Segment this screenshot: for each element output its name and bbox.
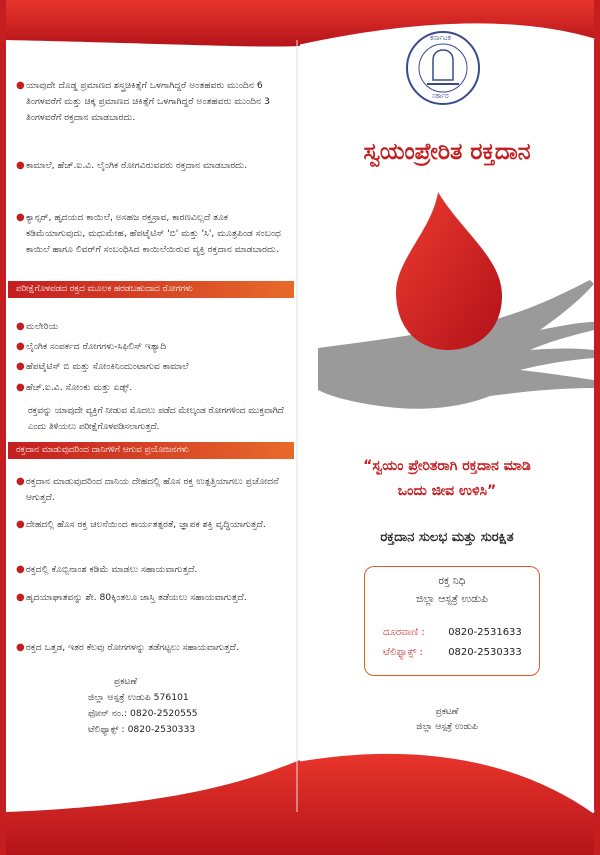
fax-label: ಟೆಲಿಫ್ಯಾಕ್ಸ್ : xyxy=(383,647,423,658)
phone-number: 0820-2531633 xyxy=(448,627,522,638)
paragraph-cancer: ● ಕ್ಯಾನ್ಸರ್, ಹೃದಯದ ಕಾಯಿಲೆ, ಅಸಹಜ ರಕ್ತಸ್ರಾವ, ಕಾರಣವಿಲ್ಲದೆ ತೂಕ ಕಡಿಮೆಯಾಗುವುದು, ಮಧುಮೇಹ, ಹೆಪಟೈಟಿಸ್ 'ಬಿ' ಮತ್ತು 'ಸಿ', ಮೂತ್ರಪಿಂಡ ಸಂಬಂಧ ಕಾಯಿಲೆ ಹಾಗೂ ಲಿವರ್‌ಗೆ ಸಂಬಂಧಿಸಿದ ಕಾಯಿಲೆಯಿರುವ ವ್ಯಕ್ತಿ ರಕ್ತದಾನ ಮಾಡಬಾರದು. xyxy=(16,212,281,255)
publisher-fax: ಟೆಲಿಫ್ಯಾಕ್ಸ್ : 0820-2530333 xyxy=(88,724,196,735)
benefit-item: ● ರಕ್ತದ ಒತ್ತಡ, ಇತರ ಕೆಲವು ರೋಗಗಳನ್ನು ತಡೆಗಟ್ಟಲು ಸಹಾಯವಾಗುತ್ತದೆ. xyxy=(16,642,239,653)
page-title: ಸ್ವಯಂಪ್ರೇರಿತ ರಕ್ತದಾನ xyxy=(363,139,531,165)
phone-label: ದೂರವಾಣಿ : xyxy=(383,627,425,638)
right-publisher-label: ಪ್ರಕಟಣೆ xyxy=(435,707,459,717)
disease-item: ● ಲೈಂಗಿಕ ಸಂಪರ್ಕದ ರೋಗಗಳು-ಸಿಫಿಲಿಸ್ ಇತ್ಯಾದಿ xyxy=(16,341,167,352)
publisher-phone: ಫೋನ್ ನಂ.: 0820-2520555 xyxy=(88,708,198,719)
blood-bank-name: ರಕ್ತ ನಿಧಿ xyxy=(438,575,466,587)
banner-donor-benefits: ರಕ್ತದಾನ ಮಾಡುವುದರಿಂದ ದಾನಿಗಳಿಗೆ ಆಗುವ ಪ್ರಯೋಜನಗಳು xyxy=(8,442,294,459)
disease-item: ● ಹೆಚ್.ಐ.ವಿ. ಸೋಂಕು ಮತ್ತು ಏಡ್ಸ್. xyxy=(16,382,133,393)
banner-transmissible-diseases: ಪರೀಕ್ಷೆಗೊಳಪಡದ ರಕ್ತದ ಮೂಲಕ ಹರಡಬಹುದಾದ ರೋಗಗಳು xyxy=(8,281,294,298)
fax-row xyxy=(383,647,522,658)
benefit-item: ● ರಕ್ತದಾನ ಮಾಡುವುದರಿಂದ ದಾನಿಯ ದೇಹದಲ್ಲಿ ಹೊಸ ರಕ್ತ ಉತ್ಪತ್ತಿಯಾಗಲು ಪ್ರಚೋದನೆ ಆಗುತ್ತದೆ. xyxy=(16,476,279,503)
benefit-item: ● ರಕ್ತದಲ್ಲಿ ಕೊಬ್ಬಿನಾಂಶ ಕಡಿಮೆ ಮಾಡಲು ಸಹಾಯವಾಗುತ್ತದೆ. xyxy=(16,564,198,575)
paragraph-jaundice: ● ಕಾಮಾಲೆ, ಹೆಚ್.ಐ.ವಿ. ಲೈಂಗಿಕ ರೋಗವಿರುವವರು ರಕ್ತದಾನ ಮಾಡಬಾರದು. xyxy=(16,160,247,171)
benefit-item: ● ದೇಹದಲ್ಲಿ ಹೊಸ ರಕ್ತ ಚಲನೆಯಿಂದ ಕಾರ್ಯತತ್ಪರತೆ, ಜ್ಞಾಪಕ ಶಕ್ತಿ ವೃದ್ಧಿಯಾಗುತ್ತದೆ. xyxy=(16,519,266,530)
right-publisher-name: ಜಿಲ್ಲಾ ಆಸ್ಪತ್ರೆ ಉಡುಪಿ xyxy=(416,722,478,732)
disease-item: ● ಹೆಪಟೈಟಿಸ್ ಬಿ ಮತ್ತು ಸೋಂಕಿನಿಂದುಂಟಾಗುವ ಕಾಮಾಲೆ xyxy=(16,361,189,372)
quote-line-1: “ಸ್ವಯಂ ಪ್ರೇರಿತರಾಗಿ ರಕ್ತದಾನ ಮಾಡಿ xyxy=(363,458,531,474)
phone-row xyxy=(383,627,522,638)
testing-note: ರಕ್ತವನ್ನು ಯಾವುದೇ ವ್ಯಕ್ತಿಗೆ ನೀಡುವ ಮೊದಲು ಪಡೆದ ಮೇಲ್ಕಂಡ ರೋಗಗಳಿಂದ ಮುಕ್ತವಾಗಿದೆ ಎಂದು ತಿಳಿಯಲು ಪರೀಕ್ಷೆಗೊಳಪಡಿಸಲಾಗುತ್ತದೆ. xyxy=(28,406,284,432)
quote-line-2: ಒಂದು ಜೀವ ಉಳಿಸಿ” xyxy=(397,483,497,499)
publisher-name: ಜಿಲ್ಲಾ ಆಸ್ಪತ್ರೆ ಉಡುಪಿ 576101 xyxy=(88,692,189,703)
emblem-bottom-text: ಸರ್ಕಾರ xyxy=(432,92,449,100)
publisher-label: ಪ್ರಕಟಣೆ xyxy=(114,676,138,687)
disease-item: ● ಮಲೇರಿಯ xyxy=(16,321,59,332)
benefit-item: ● ಹೃದಯಾಘಾತವನ್ನು ಶೇ. 80ಕ್ಕಿಂತಲೂ ಜಾಸ್ತಿ ತಡೆಯಲು ಸಹಾಯವಾಗುತ್ತದೆ. xyxy=(16,592,247,603)
right-panel xyxy=(300,0,594,855)
slogan-quote xyxy=(300,454,594,504)
left-panel xyxy=(8,40,294,810)
emblem-top-text: ಕರ್ನಾಟಕ xyxy=(430,34,451,42)
safe-statement: ರಕ್ತದಾನ ಸುಲಭ ಮತ್ತು ಸುರಕ್ಷಿತ xyxy=(380,530,514,545)
fax-number: 0820-2530333 xyxy=(448,647,522,658)
blood-bank-info-box xyxy=(364,566,540,676)
hospital-name: ಜಿಲ್ಲಾ ಆಸ್ಪತ್ರೆ ಉಡುಪಿ xyxy=(416,593,488,605)
paragraph-surgery: ● ಯಾವುದೇ ದೊಡ್ಡ ಪ್ರಮಾಣದ ಶಸ್ತ್ರಚಿಕಿತ್ಸೆಗೆ ಒಳಗಾಗಿದ್ದರೆ ಅಂತಹವರು ಮುಂದಿನ 6 ತಿಂಗಳವರೆಗೆ ಮತ್ತು ಚಿಕ್ಕ ಪ್ರಮಾಣದ ಚಿಕಿತ್ಸೆಗೆ ಒಳಗಾಗಿದ್ದರೆ ಅಂತಹವರು ಮುಂದಿನ 3 ತಿಂಗಳವರೆಗೆ ರಕ್ತದಾನ ಮಾಡಬಾರದು. xyxy=(16,80,270,123)
